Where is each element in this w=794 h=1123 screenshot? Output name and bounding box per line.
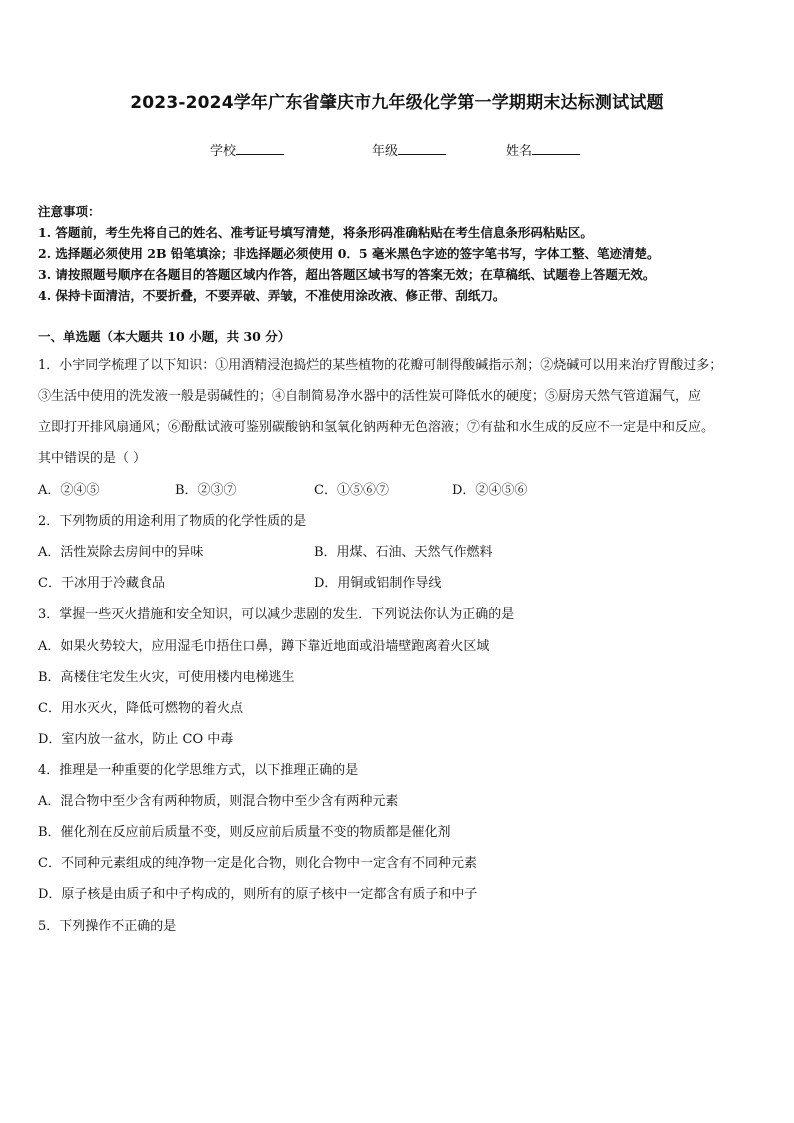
q3-option-c: C．用水灭火，降低可燃物的着火点: [38, 701, 243, 716]
q2-option-a: A．活性炭除去房间中的异味: [38, 545, 204, 560]
q3-option-d: D．室内放一盆水，防止 CO 中毒: [38, 732, 234, 747]
q3-stem: 3．掌握一些灭火措施和安全知识，可以减少悲剧的发生．下列说法你认为正确的是: [38, 607, 515, 622]
school-field: [210, 140, 284, 159]
q1-option-a: A．②④⑤: [38, 483, 100, 498]
notice-heading: 注意事项：: [38, 204, 101, 219]
q3-option-b: B．高楼住宅发生火灾，可使用楼内电梯逃生: [38, 670, 295, 685]
school-blank[interactable]: [236, 142, 284, 155]
name-label: 姓名: [506, 144, 533, 159]
notice-item: 3. 请按照题号顺序在各题目的答题区域内作答，超出答题区域书写的答案无效；在草稿纸、试题卷上答题无效。: [38, 267, 656, 282]
q1-option-b: B．②③⑦: [175, 483, 237, 498]
name-field: [506, 140, 580, 159]
q2-option-d: D．用铜或铝制作导线: [314, 576, 442, 591]
notice-item: 4. 保持卡面清洁，不要折叠，不要弄破、弄皱，不准使用涂改液、修正带、刮纸刀。: [38, 288, 506, 303]
q4-option-c: C．不同种元素组成的纯净物一定是化合物，则化合物中一定含有不同种元素: [38, 856, 477, 871]
q4-option-d: D．原子核是由质子和中子构成的，则所有的原子核中一定都含有质子和中子: [38, 887, 478, 902]
grade-blank[interactable]: [398, 142, 446, 155]
q3-option-a: A．如果火势较大，应用湿毛巾捂住口鼻，蹲下靠近地面或沿墙壁跑离着火区域: [38, 639, 490, 654]
grade-field: [372, 140, 446, 159]
q1-stem-line: 立即打开排风扇通风；⑥酚酞试液可鉴别碳酸钠和氢氧化钠两种无色溶液；⑦有盐和水生成的反应不一定是中和反应。: [38, 420, 715, 435]
name-blank[interactable]: [532, 142, 580, 155]
school-label: 学校: [210, 144, 237, 159]
q2-option-b: B．用煤、石油、天然气作燃料: [314, 545, 493, 560]
q1-option-c: C．①⑤⑥⑦: [314, 483, 389, 498]
q2-stem: 2．下列物质的用途利用了物质的化学性质的是: [38, 514, 307, 529]
notice-item: 1. 答题前，考生先将自己的姓名、准考证号填写清楚，将条形码准确粘贴在考生信息条形码粘贴区。: [38, 225, 593, 240]
q1-option-d: D．②④⑤⑥: [452, 483, 528, 498]
q1-stem-line: 1．小宇同学梳理了以下知识：①用酒精浸泡捣烂的某些植物的花瓣可制得酸碱指示剂；②烧碱可以用来治疗胃酸过多；: [38, 358, 723, 373]
section-heading: 一、单选题（本大题共 10 小题，共 30 分）: [38, 329, 291, 344]
q1-stem-line: ③生活中使用的洗发液一般是弱碱性的；④自制简易净水器中的活性炭可降低水的硬度；⑤厨房天然气管道漏气，应: [38, 389, 702, 404]
q5-stem: 5．下列操作不正确的是: [38, 919, 177, 934]
q4-option-a: A．混合物中至少含有两种物质，则混合物中至少含有两种元素: [38, 794, 399, 809]
q2-option-c: C．干冰用于冷藏食品: [38, 576, 165, 591]
grade-label: 年级: [372, 144, 399, 159]
notice-item: 2. 选择题必须使用 2B 铅笔填涂；非选择题必须使用 0．5 毫米黑色字迹的签字笔书写，字体工整、笔迹清楚。: [38, 246, 660, 261]
exam-title: 2023-2024学年广东省肇庆市九年级化学第一学期期末达标测试试题: [130, 93, 664, 113]
q4-option-b: B．催化剂在反应前后质量不变，则反应前后质量不变的物质都是催化剂: [38, 825, 451, 840]
q4-stem: 4．推理是一种重要的化学思维方式，以下推理正确的是: [38, 763, 359, 778]
q1-stem-line: 其中错误的是（ ）: [38, 451, 147, 466]
